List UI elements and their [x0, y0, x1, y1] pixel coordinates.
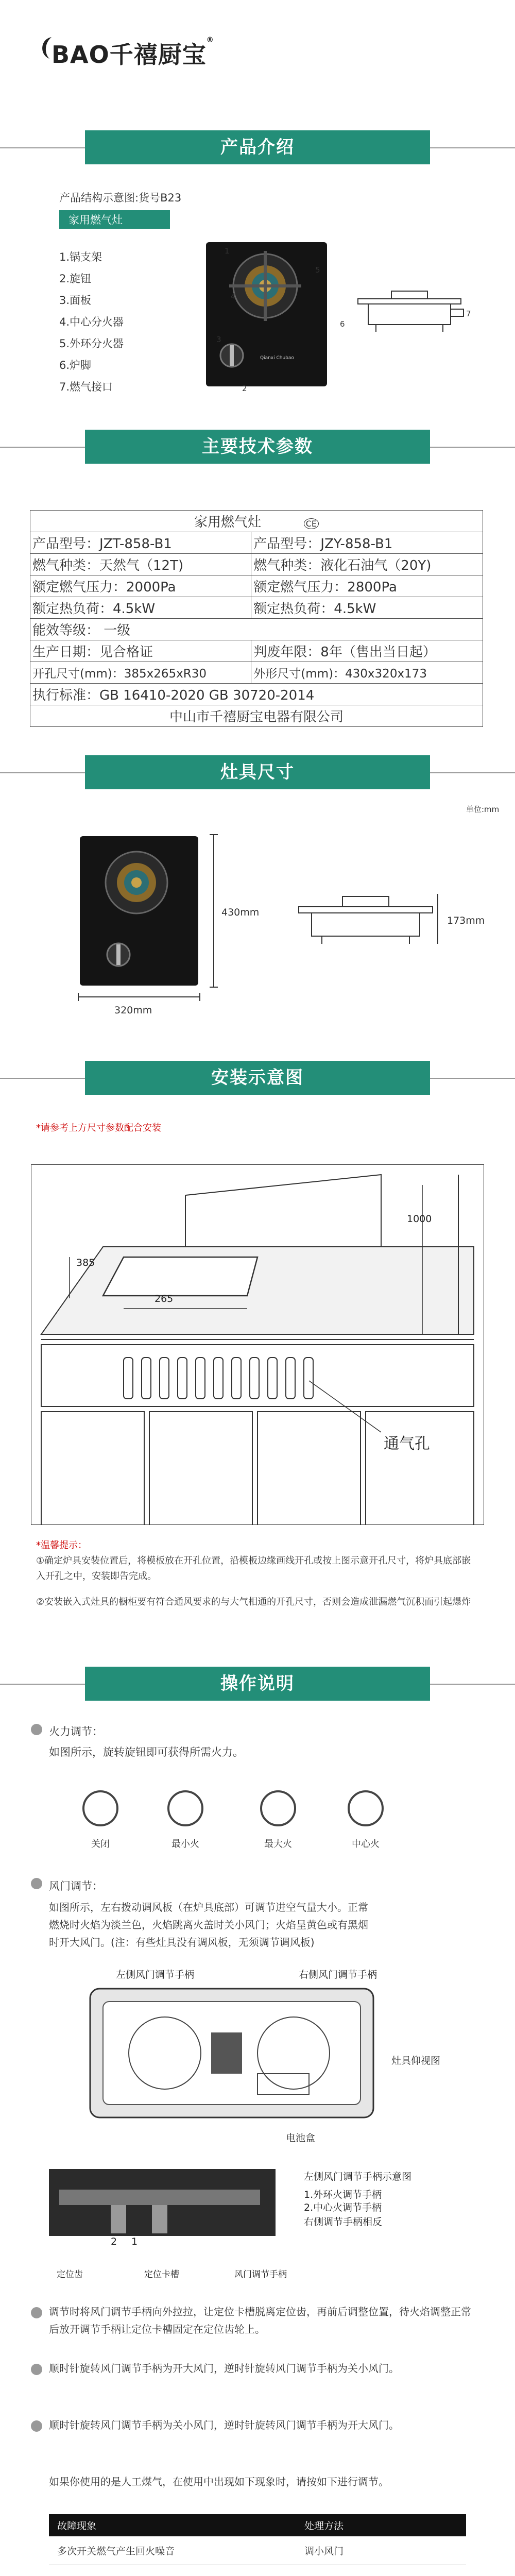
table-row: 额定热负荷：4.5kW 额定热负荷：4.5kW [30, 597, 483, 619]
table-row: 故障现象 处理方法 [49, 2514, 466, 2536]
knob-center-icon [348, 1790, 384, 1826]
bullet-icon [31, 1724, 42, 1735]
callout-label: 4 [231, 292, 236, 301]
cert-mark-icon: CE [304, 518, 319, 529]
handle-num: 1 [131, 2236, 138, 2247]
table-row: 能效等级： 一级 [30, 619, 483, 640]
handle-label: 风门调节手柄 [234, 2269, 287, 2280]
table-row: 执行标准：GB 16410-2020 GB 30720-2014 [30, 684, 483, 705]
callout-label: 2 [242, 384, 247, 393]
battery-label: 电池盒 [286, 2132, 316, 2144]
handle-photo [49, 2169, 276, 2236]
handle-note: 2.中心火调节手柄 [304, 2202, 382, 2213]
step-text: 顺时针旋转风门调节手柄为关小风门，逆时针旋转风门调节手柄为开大风门。 [49, 2419, 399, 2431]
list-item: 5.外环分火器 [59, 337, 124, 350]
callout-label: 3 [216, 335, 221, 344]
knob-label: 最大火 [264, 1839, 292, 1850]
section-title-specs: 主要技术参数 [202, 436, 313, 457]
knob-min-icon [167, 1790, 203, 1826]
tip-1: ①确定炉具安装位置后，将模板放在开孔位置，沿模板边缘画线开孔或按上图示意开孔尺寸，将炉具底部嵌入开孔之中，安装即告完成。 [36, 1555, 471, 1582]
stove-top-image [203, 240, 330, 389]
air-desc-line: 时开大风门。(注：有些灶具没有调风板，无须调节调风板) [49, 1936, 315, 1948]
knob-label: 关闭 [91, 1839, 110, 1850]
list-item: 6.炉脚 [59, 359, 92, 371]
handle-label: 定位卡槽 [144, 2269, 179, 2280]
handle-note: 左侧风门调节手柄示意图 [304, 2171, 412, 2182]
handle-label: 定位齿 [57, 2269, 83, 2280]
list-item: 1.锅支架 [59, 251, 102, 263]
callout-label: 5 [315, 265, 320, 275]
width-dim-line [77, 992, 201, 1002]
svg-text:Qianxi Chubao: Qianxi Chubao [260, 355, 294, 361]
dim-depth-label: 385 [76, 1257, 95, 1268]
parts-list [59, 246, 124, 398]
list-item: 2.旋钮 [59, 273, 92, 285]
list-item: 3.面板 [59, 294, 92, 307]
stove-size-image [77, 834, 201, 988]
table-row: 燃气种类：天然气（12T) 燃气种类：液化石油气（20Y) [30, 554, 483, 575]
install-note: *请参考上方尺寸参数配合安装 [36, 1123, 161, 1133]
table-row: 额定燃气压力：2000Pa 额定燃气压力：2800Pa [30, 575, 483, 597]
height-dim-line [209, 834, 219, 988]
callout-label: 1 [225, 246, 230, 256]
air-desc-line: 如图所示，左右拨动调风板（在炉具底部）可调节进空气量大小。正常 [49, 1901, 368, 1913]
depth-dim: 173mm [447, 915, 485, 926]
handle-note: 1.外环火调节手柄 [304, 2189, 382, 2200]
unit-label: 单位:mm [466, 805, 500, 814]
section-title-size: 灶具尺寸 [220, 762, 295, 783]
callout-label: 6 [340, 319, 345, 329]
air-desc-line: 燃烧时火焰为淡兰色，火焰跳离火盖时关小风门；火焰呈黄色或有黑烟 [49, 1919, 368, 1931]
handle-num: 2 [111, 2236, 117, 2247]
fault-table-gas [49, 2514, 466, 2565]
fire-title: 火力调节： [49, 1725, 103, 1738]
spec-table [30, 510, 483, 727]
table1-intro: 如果你使用的是人工煤气，在使用中出现如下现象时，请按如下进行调节。 [49, 2476, 389, 2488]
handle-note: 右侧调节手柄相反 [304, 2216, 383, 2228]
knob-off-icon [82, 1790, 118, 1826]
dim-height-label: 1000 [407, 1213, 432, 1225]
left-handle-label: 左侧风门调节手柄 [116, 1969, 195, 1980]
bullet-icon [31, 1878, 42, 1889]
bottom-view-diagram [88, 1986, 376, 2120]
structure-label: 产品结构示意图:货号B23 [59, 192, 182, 204]
product-tag: 家用燃气灶 [59, 210, 170, 229]
table-row [30, 511, 483, 532]
knob-label: 最小火 [171, 1839, 199, 1850]
width-dim: 320mm [114, 1005, 152, 1016]
stove-side-size-diagram [294, 891, 443, 948]
section-title-operation: 操作说明 [220, 1673, 295, 1694]
stove-side-diagram [350, 289, 469, 335]
knob-label: 中心火 [352, 1839, 380, 1850]
knob-max-icon [260, 1790, 296, 1826]
step-text: 顺时针旋转风门调节手柄为开大风门，逆时针旋转风门调节手柄为关小风门。 [49, 2362, 399, 2375]
bullet-icon [31, 2307, 42, 2318]
table-row: 产品型号：JZT-858-B1 产品型号：JZY-858-B1 [30, 532, 483, 554]
vent-label: 通气孔 [384, 1435, 430, 1453]
fire-desc: 如图所示，旋转旋钮即可获得所需火力。 [49, 1746, 244, 1758]
section-title-install: 安装示意图 [211, 1067, 304, 1088]
bullet-icon [31, 2420, 42, 2432]
brand-name: BAO千禧厨宝® [52, 36, 214, 69]
right-handle-label: 右侧风门调节手柄 [299, 1969, 377, 1980]
dim-width-label: 265 [154, 1293, 174, 1304]
height-dim: 430mm [221, 907, 260, 918]
list-item: 7.燃气接口 [59, 381, 113, 393]
callout-label: 7 [466, 309, 471, 318]
table-row: 中山市千禧厨宝电器有限公司 [30, 705, 483, 727]
bullet-icon [31, 2364, 42, 2375]
list-item: 4.中心分火器 [59, 316, 124, 328]
spec-header: 家用燃气灶 CE [30, 511, 483, 532]
bottom-view-label: 灶具仰视图 [391, 2055, 441, 2066]
section-title-intro: 产品介绍 [220, 137, 295, 158]
table-row: 生产日期：见合格证 判废年限：8年（售出当日起） [30, 640, 483, 662]
tip-2: ②安装嵌入式灶具的橱柜要有符合通风要求的与大气相通的开孔尺寸，否则会造成泄漏燃气沉积而引起爆炸 [36, 1597, 471, 1607]
step-text: 调节时将风门调节手柄向外拉拉，让定位卡槽脱离定位齿，再前后调整位置，待火焰调整正常后放开调节手柄让定位卡槽固定在定位齿轮上。 [49, 2306, 471, 2335]
air-title: 风门调节： [49, 1880, 103, 1892]
table-row: 多次开关燃气产生回火噪音 调小风门 [49, 2536, 466, 2565]
table-row: 开孔尺寸(mm)：385x265xR30 外形尺寸(mm)：430x320x173 [30, 662, 483, 684]
tips-title: *温馨提示： [36, 1540, 87, 1551]
